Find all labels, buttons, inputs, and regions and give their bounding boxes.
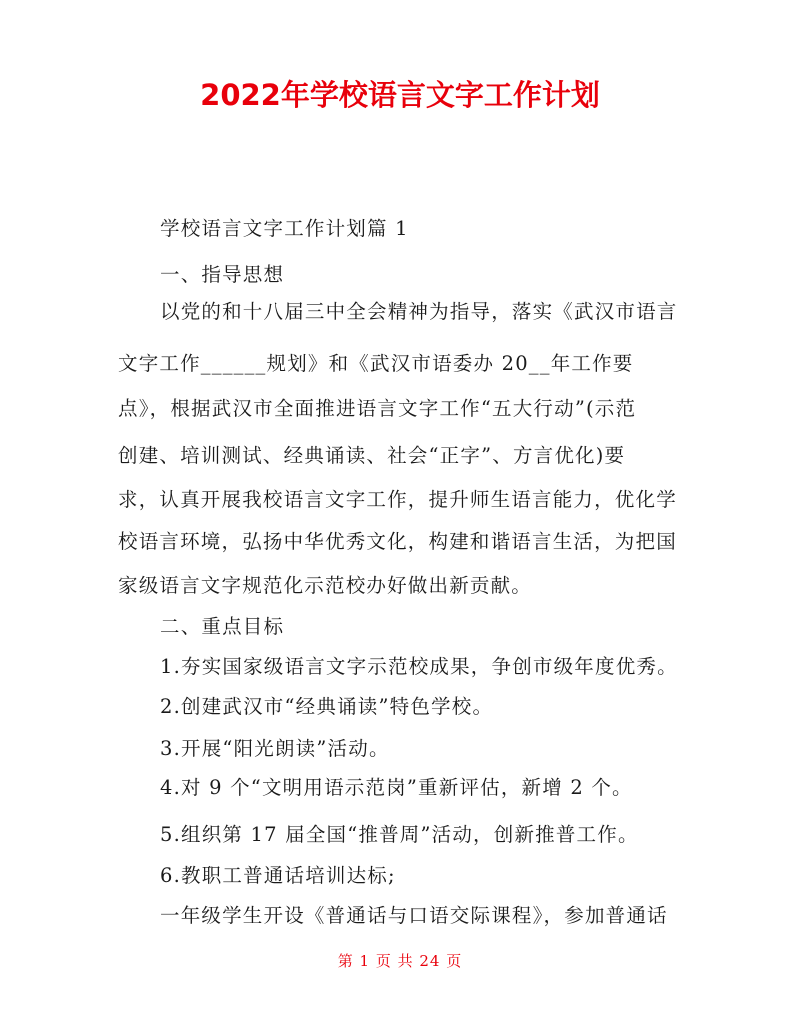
paragraph-line: 文字工作______规划》和《武汉市语委办 20__年工作要 <box>118 352 634 375</box>
list-item: 4.对 9 个“文明用语示范岗”重新评估，新增 2 个。 <box>160 776 633 799</box>
list-item: 1.夯实国家级语言文字示范校成果，争创市级年度优秀。 <box>160 655 678 678</box>
paragraph-line: 点》，根据武汉市全面推进语言文字工作“五大行动”(示范 <box>118 397 637 420</box>
paragraph-line: 家级语言文字规范化示范校办好做出新贡献。 <box>118 574 533 597</box>
page-footer: 第 1 页 共 24 页 <box>337 952 463 970</box>
list-item: 3.开展“阳光朗读”活动。 <box>160 737 390 760</box>
section-heading: 二、重点目标 <box>160 615 285 638</box>
section-heading: 一、指导思想 <box>160 263 285 286</box>
section-heading: 学校语言文字工作计划篇 1 <box>160 217 409 240</box>
document-title: 2022年学校语言文字工作计划 <box>200 78 600 112</box>
paragraph-line: 一年级学生开设《普通话与口语交际课程》，参加普通话 <box>160 904 668 927</box>
paragraph-line: 校语言环境，弘扬中华优秀文化，构建和谐语言生活，为把国 <box>118 530 677 553</box>
paragraph-line: 求，认真开展我校语言文字工作，提升师生语言能力，优化学 <box>118 488 677 511</box>
list-item: 6.教职工普通话培训达标; <box>160 864 396 887</box>
paragraph-line: 创建、培训测试、经典诵读、社会“正字”、方言优化)要 <box>118 444 626 467</box>
list-item: 2.创建武汉市“经典诵读”特色学校。 <box>160 695 494 718</box>
list-item: 5.组织第 17 届全国“推普周”活动，创新推普工作。 <box>160 823 639 846</box>
paragraph-line: 以党的和十八届三中全会精神为指导，落实《武汉市语言 <box>160 300 678 323</box>
